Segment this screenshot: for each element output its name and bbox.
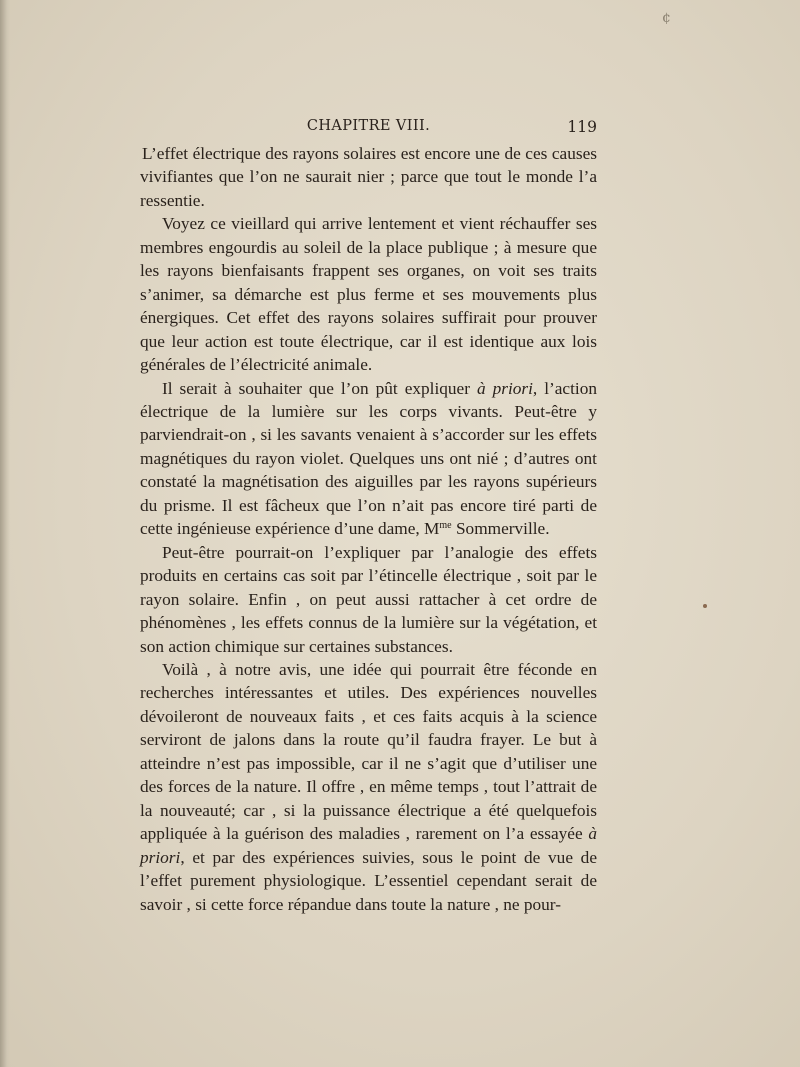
corner-mark: ¢ xyxy=(662,10,671,26)
paragraph-3-text-b: , l’action électrique de la lumière sur les corps vivants. Peut-être y parviendrait-on , si les savants venaient à s’accorder sur les effets magnétiques du rayon violet. Quelques uns ont nié ; d’autres ont constaté la magnétisation des aiguilles par les rayons supérieurs du prisme. Il est fâcheux que l’on n’ait pas encore tiré parti de cette ingénieuse expérience d’une dame, M xyxy=(140,378,597,539)
paragraph-3-italic: à priori xyxy=(476,378,533,398)
paragraph-5 xyxy=(140,658,597,916)
paragraph-4: Peut-être pourrait-on l’expliquer par l’analogie des effets produits en certains cas soit par l’étincelle électrique , soit par le rayon solaire. Enfin , on peut aussi rattacher à cet ordre de phénomènes , les effets connus de la lumière sur la végétation, et son action chimique sur certaines substances. xyxy=(140,542,597,656)
paragraph-3-text-a: Il serait à souhaiter que l’on pût expliquer xyxy=(162,378,477,398)
ink-spot xyxy=(703,604,707,608)
paragraph-5-text-b: , et par des expériences suivies, sous le point de vue de l’effet purement physiologique. L’essentiel cependant serait de savoir , si cette force répandue dans toute la nature , ne pour- xyxy=(140,847,597,914)
page-number: 119 xyxy=(567,118,597,136)
paragraph-5-italic: à priori xyxy=(140,824,597,867)
page-header xyxy=(140,118,597,142)
paragraph-3 xyxy=(140,377,597,541)
paragraph-3-superscript: me xyxy=(439,520,452,532)
page-binding-shadow xyxy=(0,0,10,1067)
body-text xyxy=(140,142,597,916)
paragraph-3-text-c: Sommerville. xyxy=(451,519,550,539)
paragraph-5-text-a: Voilà , à notre avis, une idée qui pourrait être féconde en recherches intéressantes et utiles. Des expériences nouvelles dévoileront de nouveaux faits , et ces faits acquis à la science serviront de jalons dans la route qu’il faudra frayer. Le but à atteindre n’est pas impossible, car il ne s’agit que d’utiliser une des forces de la nature. Il offre , en même temps , tout l’attrait de la nouveauté; car , si la puissance électrique a été quelquefois appliquée à la guérison des maladies , rarement on l’a essayée xyxy=(140,659,597,844)
paragraph-2: Voyez ce vieillard qui arrive lentement et vient réchauffer ses membres engourdis au soleil de la place publique ; à mesure que les rayons bienfaisants frappent ses organes, on voit ses traits s’animer, sa démarche est plus ferme et ses mouvements plus énergiques. Cet effet des rayons solaires suffirait pour prouver que leur action est toute électrique, car il est identique aux lois générales de l’électricité animale. xyxy=(140,214,597,375)
paragraph-1: L’effet électrique des rayons solaires est encore une de ces causes vivifiantes que l’on ne saurait nier ; parce que tout le monde l’a ressentie. xyxy=(140,144,597,210)
running-title: CHAPITRE VIII. xyxy=(306,118,431,134)
